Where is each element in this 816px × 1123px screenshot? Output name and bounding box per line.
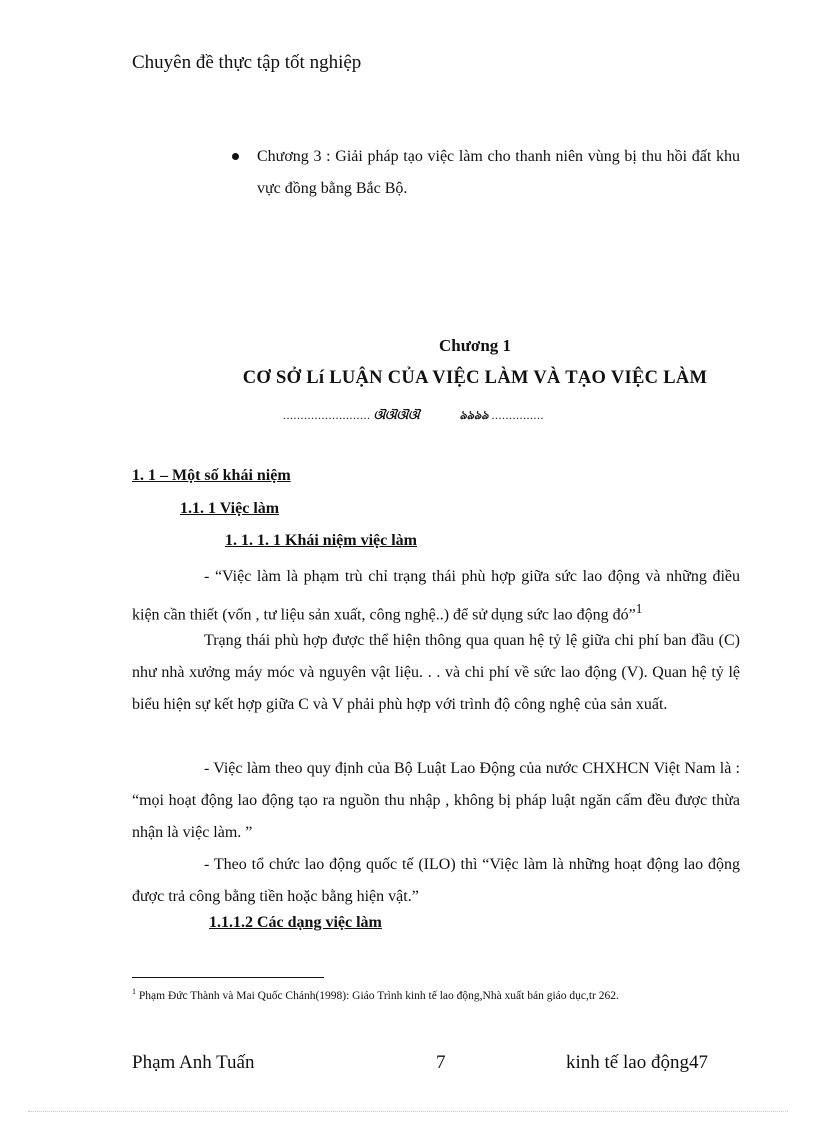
running-header-title: Chuyên đề thực tập tốt nghiệp xyxy=(132,52,362,73)
chapter-ornament-divider xyxy=(283,407,544,427)
paragraph-definition-text: - “Việc làm là phạm trù chỉ trạng thái phù hợp giữa sức lao động và những điều kiện cần thiết (vốn , tư liệu sản xuất, công nghệ..) để sử dụng sức lao động đó” xyxy=(132,568,740,624)
footnote-text: Phạm Đức Thành và Mai Quốc Chánh(1998): Giáo Trình kinh tế lao động,Nhà xuất bản giáo dục,tr 262. xyxy=(138,989,619,1002)
footer-author: Phạm Anh Tuấn xyxy=(132,1052,255,1073)
chapter-title: CƠ SỞ Lí LUẬN CỦA VIỆC LÀM VÀ TẠO VIỆC LÀM xyxy=(242,368,708,388)
footer-class: kinh tế lao động47 xyxy=(566,1052,708,1073)
bullet-item-chapter-3 xyxy=(232,141,740,205)
section-heading-1-1-1: 1.1. 1 Việc làm xyxy=(180,500,280,517)
ornament-glyphs-left: ଔଔଔଔ xyxy=(373,408,420,422)
paragraph-proportion xyxy=(132,625,740,721)
paragraph-ilo xyxy=(132,849,740,913)
page-bottom-border xyxy=(28,1111,788,1112)
section-heading-1-1: 1. 1 – Một số khái niệm xyxy=(132,467,291,484)
footnote-number: 1 xyxy=(132,987,136,996)
chapter-label: Chương 1 xyxy=(438,336,512,355)
ornament-dots-right: ............... xyxy=(491,408,544,422)
bullet-icon xyxy=(232,153,239,160)
footnote xyxy=(132,987,742,1002)
footnote-reference: 1 xyxy=(635,601,643,616)
ornament-glyphs-right: ঌঌঌঌ xyxy=(459,408,489,422)
footnote-separator xyxy=(132,977,324,978)
ornament-dots-left: ......................... xyxy=(283,408,371,422)
paragraph-definition xyxy=(132,561,740,631)
section-heading-1-1-1-2: 1.1.1.2 Các dạng việc làm xyxy=(209,914,382,931)
paragraph-proportion-text: Trạng thái phù hợp được thể hiện thông qua quan hệ tỷ lệ giữa chi phí ban đầu (C) như nhà xưởng máy móc và nguyên vật liệu. . . và chi phí về sức lao động (V). Quan hệ tỷ lệ biểu hiện sự kết hợp giữa C và V phải phù hợp với trình độ công nghệ của sản xuất. xyxy=(132,632,740,713)
footer-page-number: 7 xyxy=(436,1052,446,1073)
paragraph-ilo-text: - Theo tổ chức lao động quốc tế (ILO) thì “Việc làm là những hoạt động lao động được trả công bằng tiền hoặc bằng hiện vật.” xyxy=(132,856,740,905)
section-heading-1-1-1-1: 1. 1. 1. 1 Khái niệm việc làm xyxy=(225,532,417,549)
paragraph-labor-code-text: - Việc làm theo quy định của Bộ Luật Lao Động của nước CHXHCN Việt Nam là : “mọi hoạt động lao động tạo ra nguồn thu nhập , không bị pháp luật ngăn cấm đều được thừa nhận là việc làm. ” xyxy=(132,760,740,841)
bullet-text: Chương 3 : Giải pháp tạo việc làm cho thanh niên vùng bị thu hồi đất khu vực đồng bằng Bắc Bộ. xyxy=(257,148,740,197)
paragraph-labor-code xyxy=(132,753,740,849)
